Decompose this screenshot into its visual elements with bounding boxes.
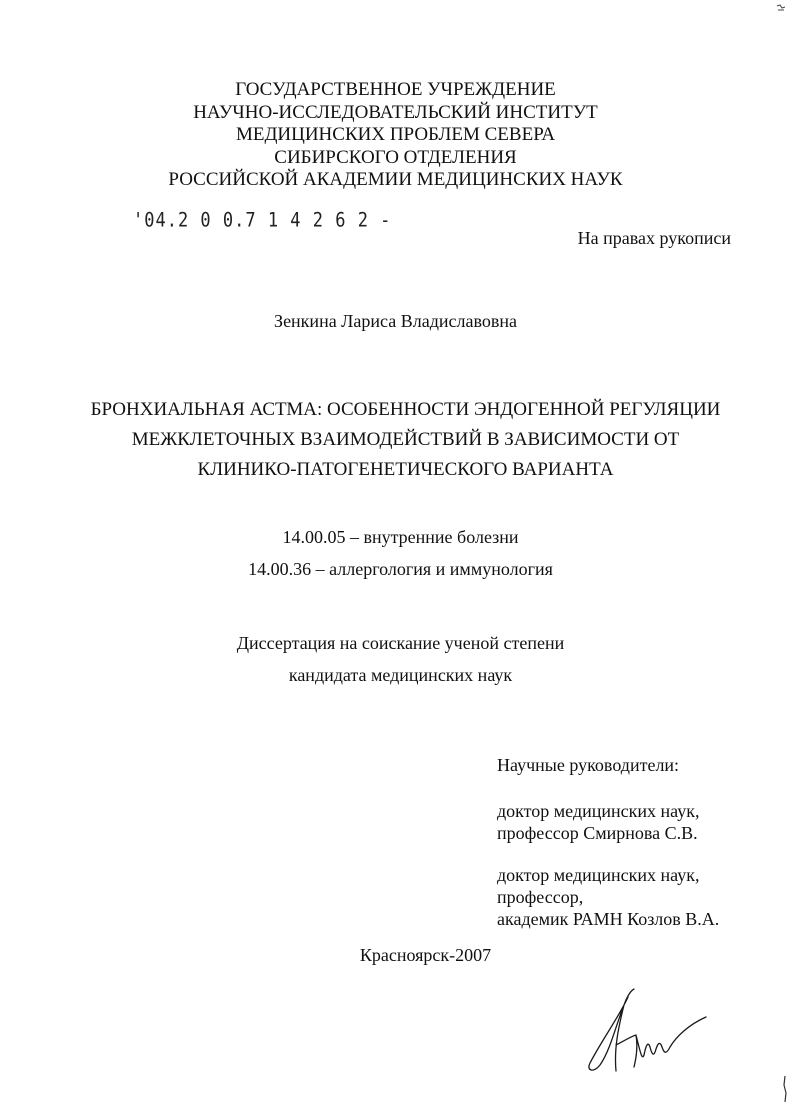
supervisor-second xyxy=(497,864,719,930)
degree-statement xyxy=(0,627,791,691)
city-year: Красноярск-2007 xyxy=(359,945,492,965)
scan-mark xyxy=(776,4,786,12)
title-line: КЛИНИКО-ПАТОГЕНЕТИЧЕСКОГО ВАРИАНТА xyxy=(197,459,614,480)
supervisors-heading: Научные руководители: xyxy=(497,755,680,775)
specialty-line: 14.00.36 – аллергология и иммунология xyxy=(248,559,553,579)
supervisor-line: доктор медицинских наук, xyxy=(497,865,700,885)
scan-mark xyxy=(782,1075,788,1103)
signature-image xyxy=(580,985,710,1075)
specialty-line: 14.00.05 – внутренние болезни xyxy=(282,527,519,547)
supervisor-line: академик РАМН Козлов В.А. xyxy=(497,909,720,929)
institution-line: МЕДИЦИНСКИХ ПРОБЛЕМ СЕВЕРА xyxy=(235,124,556,145)
institution-line: РОССИЙСКОЙ АКАДЕМИИ МЕДИЦИНСКИХ НАУК xyxy=(168,169,623,190)
specialties xyxy=(0,521,791,585)
degree-line: кандидата медицинских наук xyxy=(288,665,513,685)
title-line: БРОНХИАЛЬНАЯ АСТМА: ОСОБЕННОСТИ ЭНДОГЕННОЙ РЕГУЛЯЦИИ xyxy=(90,399,721,420)
supervisor-line: доктор медицинских наук, xyxy=(497,801,700,821)
institution-header xyxy=(0,79,791,192)
institution-line: НАУЧНО-ИССЛЕДОВАТЕЛЬСКИЙ ИНСТИТУТ xyxy=(193,101,598,123)
supervisor-line: профессор, xyxy=(497,887,584,907)
dissertation-title xyxy=(0,395,791,485)
supervisor-line: профессор Смирнова С.В. xyxy=(497,823,698,843)
supervisors xyxy=(497,754,719,930)
institution-line: СИБИРСКОГО ОТДЕЛЕНИЯ xyxy=(274,146,517,168)
rights-note: На правах рукописи xyxy=(577,228,731,248)
institution-line: ГОСУДАРСТВЕННОЕ УЧРЕЖДЕНИЕ xyxy=(235,79,556,100)
title-line: МЕЖКЛЕТОЧНЫХ ВЗАИМОДЕЙСТВИЙ В ЗАВИСИМОСТИ ОТ xyxy=(131,429,680,450)
author-name: Зенкина Лариса Владиславовна xyxy=(274,311,517,331)
registration-stamp: '04.2 0 0.7 1 4 2 6 2 - xyxy=(133,209,392,232)
degree-line: Диссертация на соискание ученой степени xyxy=(236,633,565,653)
supervisor-first xyxy=(497,800,719,844)
